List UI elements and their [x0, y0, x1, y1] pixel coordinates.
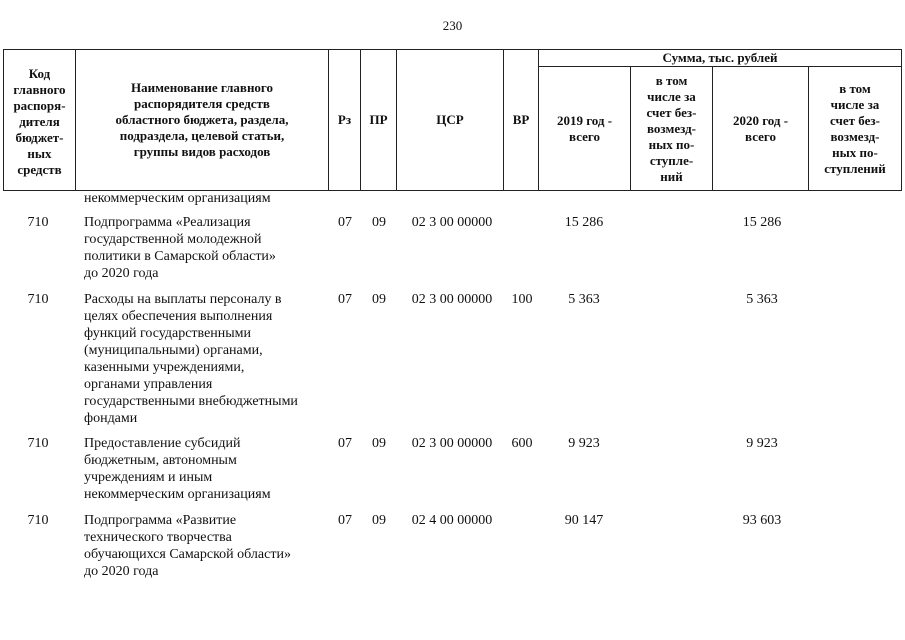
header-rz: Рз: [337, 112, 352, 127]
row-code: 710: [27, 292, 49, 307]
row-sum-2019: 5 363: [568, 292, 600, 307]
row-sum-2019: 90 147: [564, 513, 604, 528]
header-sum-group: Сумма, тыс. рублей: [662, 49, 778, 65]
header-sum-2020: 2020 год - всего: [732, 112, 789, 144]
header-sum-2019-free: в том числе за счет без- возмезд- ных по- ступле- ний: [646, 72, 697, 184]
row-name: Предоставление субсидий бюджетным, автономным учреждениям и иным некоммерческим организациям: [84, 436, 271, 502]
header-code: Код главного распоря- дителя бюджет- ных средств: [13, 66, 66, 177]
header-name: Наименование главного распорядителя средств областного бюджета, раздела, подраздела, целевой статьи, группы видов расходов: [115, 80, 289, 159]
continuation-text: некоммерческим организациям: [84, 191, 271, 206]
header-vr: ВР: [512, 112, 530, 127]
row-pr: 09: [372, 513, 386, 528]
row-sum-2020: 93 603: [742, 513, 782, 528]
row-pr: 09: [372, 292, 386, 307]
row-name: Подпрограмма «Развитие технического творчества обучающихся Самарской области» до 2020 года: [84, 513, 291, 579]
row-vr: 100: [511, 292, 533, 307]
row-csr: 02 3 00 00000: [411, 215, 493, 230]
row-sum-2019: 9 923: [568, 436, 600, 451]
table-header: [0, 49, 905, 191]
row-sum-2020: 9 923: [746, 436, 778, 451]
header-sum-2020-free: в том числе за счет без- возмезд- ных по- ступлений: [824, 80, 886, 176]
row-csr: 02 3 00 00000: [411, 292, 493, 307]
row-rz: 07: [338, 436, 352, 451]
row-sum-2020: 15 286: [742, 215, 782, 230]
row-pr: 09: [372, 436, 386, 451]
row-pr: 09: [372, 215, 386, 230]
column-divider: [901, 49, 902, 191]
row-name: Расходы на выплаты персоналу в целях обеспечения выполнения функций государственными (муниципальными) органами, казенными учреждениями, органами управления государственными внебюджетными фондами: [84, 292, 298, 426]
header-pr: ПР: [369, 112, 388, 127]
page-number: 230: [442, 18, 463, 33]
row-code: 710: [27, 513, 49, 528]
row-name: Подпрограмма «Реализация государственной молодежной политики в Самарской области» до 2020 года: [84, 215, 276, 281]
row-sum-2020: 5 363: [746, 292, 778, 307]
row-rz: 07: [338, 513, 352, 528]
header-csr: ЦСР: [436, 112, 464, 127]
row-rz: 07: [338, 292, 352, 307]
row-code: 710: [27, 215, 49, 230]
row-code: 710: [27, 436, 49, 451]
row-csr: 02 3 00 00000: [411, 436, 493, 451]
row-vr: 600: [511, 436, 533, 451]
row-rz: 07: [338, 215, 352, 230]
row-csr: 02 4 00 00000: [411, 513, 493, 528]
row-sum-2019: 15 286: [564, 215, 604, 230]
header-sum-2019: 2019 год - всего: [556, 112, 613, 144]
